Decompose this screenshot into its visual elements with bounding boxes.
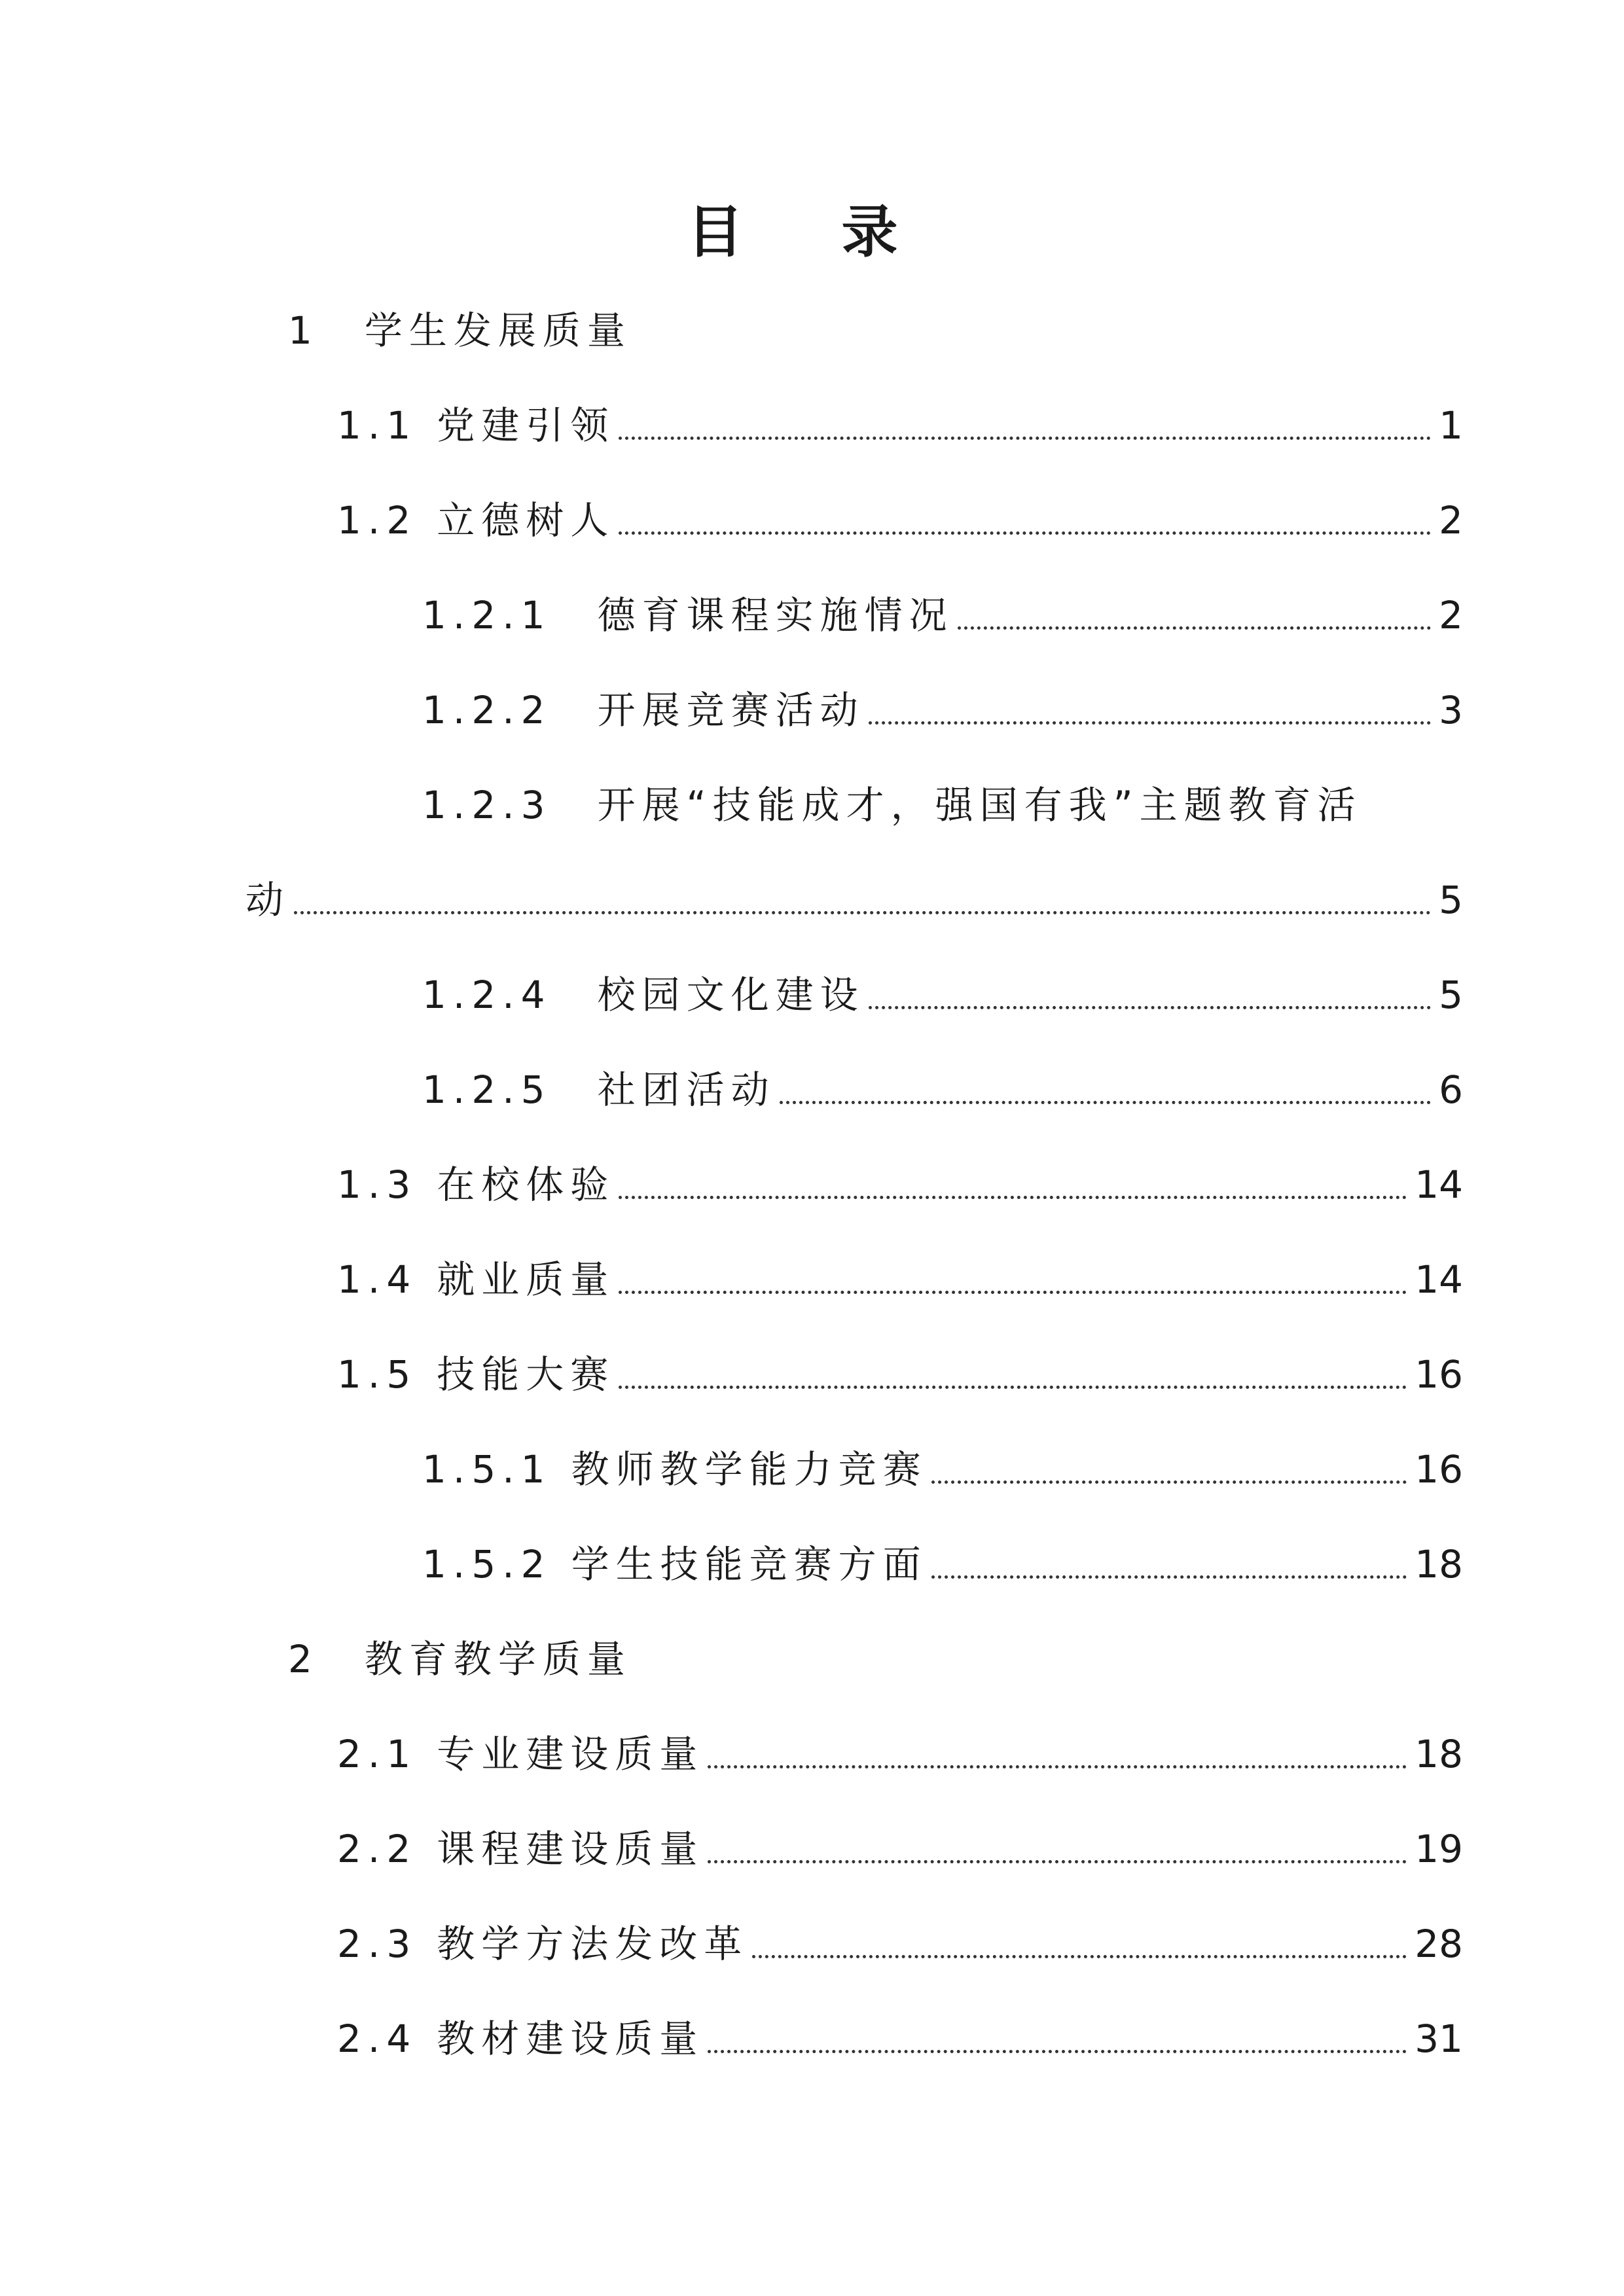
toc-dot-leader (619, 531, 1431, 535)
toc-entry-1-5[interactable] (337, 1348, 1463, 1401)
toc-text: 技能大赛 (437, 1352, 615, 1397)
toc-number: 1.3 (337, 1162, 418, 1207)
toc-dot-leader (619, 437, 1431, 440)
toc-page-number: 2 (1439, 593, 1463, 637)
toc-dot-leader (752, 1955, 1407, 1958)
toc-page-number: 31 (1415, 2017, 1463, 2061)
toc-number: 1 (288, 308, 319, 353)
toc-heading-1[interactable] (288, 304, 632, 357)
toc-text: 开展“技能成才，强国有我”主题教育活 (597, 783, 1362, 827)
toc-dot-leader (931, 1575, 1407, 1579)
toc-number: 1.4 (337, 1257, 418, 1302)
toc-page-number: 5 (1439, 973, 1463, 1017)
toc-text: 教育教学质量 (364, 1637, 632, 1681)
toc-page-number: 19 (1415, 1827, 1463, 1871)
toc-number: 2.3 (337, 1922, 418, 1966)
toc-heading-2[interactable] (288, 1633, 632, 1685)
toc-number: 1.2.1 (422, 593, 552, 637)
toc-entry-1-4[interactable] (337, 1253, 1463, 1306)
toc-text: 教材建设质量 (437, 2017, 704, 2061)
toc-entry-2-1[interactable] (337, 1728, 1463, 1780)
toc-page-number: 16 (1415, 1352, 1463, 1397)
toc-number: 1.2.2 (422, 688, 552, 732)
toc-dot-leader (931, 1480, 1407, 1484)
toc-dot-leader (780, 1101, 1432, 1104)
toc-dot-leader (708, 2050, 1407, 2053)
toc-text: 校园文化建设 (597, 973, 865, 1017)
toc-text: 在校体验 (437, 1162, 615, 1207)
toc-dot-leader (619, 1386, 1407, 1389)
toc-page-number: 2 (1439, 498, 1463, 543)
toc-entry-2-2[interactable] (337, 1823, 1463, 1875)
toc-text: 专业建设质量 (437, 1732, 704, 1776)
toc-dot-leader (708, 1765, 1407, 1768)
toc-dot-leader (708, 1860, 1407, 1863)
toc-text: 德育课程实施情况 (597, 593, 954, 637)
toc-text: 就业质量 (437, 1257, 615, 1302)
toc-number: 1.2.4 (422, 973, 552, 1017)
toc-page-number: 1 (1439, 403, 1463, 448)
toc-entry-1-2-3[interactable] (422, 779, 1362, 831)
toc-number: 1.2.3 (422, 783, 552, 827)
toc-entry-2-3[interactable] (337, 1918, 1463, 1970)
toc-dot-leader (619, 1196, 1407, 1199)
toc-entry-1-5-1[interactable] (422, 1443, 1463, 1496)
toc-number: 2.1 (337, 1732, 418, 1776)
toc-text: 立德树人 (437, 498, 615, 543)
toc-text: 教学方法发改革 (437, 1922, 749, 1966)
toc-text: 动 (245, 878, 291, 922)
toc-page-number: 18 (1415, 1732, 1463, 1776)
toc-number: 1.5.2 (422, 1542, 552, 1587)
toc-dot-leader (869, 721, 1432, 725)
toc-page-number: 14 (1415, 1257, 1463, 1302)
toc-dot-leader (869, 1006, 1432, 1009)
toc-entry-1-2-4[interactable] (422, 969, 1463, 1021)
toc-text: 学生发展质量 (364, 308, 632, 353)
toc-entry-1-2-2[interactable] (422, 684, 1463, 736)
toc-page-number: 3 (1439, 688, 1463, 732)
toc-entry-1-2-5[interactable] (422, 1064, 1463, 1116)
toc-number: 1.2.5 (422, 1067, 552, 1112)
toc-page-number: 6 (1439, 1067, 1463, 1112)
toc-number: 1.1 (337, 403, 418, 448)
toc-number: 2 (288, 1637, 319, 1681)
toc-entry-1-1[interactable] (337, 399, 1463, 452)
toc-number: 1.5 (337, 1352, 418, 1397)
toc-text: 课程建设质量 (437, 1827, 704, 1871)
toc-title: 目 录 (687, 200, 937, 265)
toc-dot-leader (619, 1291, 1407, 1294)
toc-text: 教师教学能力竞赛 (571, 1447, 928, 1492)
toc-page-number: 5 (1439, 878, 1463, 922)
toc-page-number: 28 (1415, 1922, 1463, 1966)
toc-text: 开展竞赛活动 (597, 688, 865, 732)
toc-text: 社团活动 (597, 1067, 776, 1112)
toc-entry-1-5-2[interactable] (422, 1538, 1463, 1590)
toc-page-number: 18 (1415, 1542, 1463, 1587)
toc-page-number: 14 (1415, 1162, 1463, 1207)
toc-dot-leader (294, 911, 1431, 914)
toc-dot-leader (958, 626, 1432, 630)
toc-number: 2.4 (337, 2017, 418, 2061)
toc-entry-2-4[interactable] (337, 2013, 1463, 2065)
toc-number: 2.2 (337, 1827, 418, 1871)
toc-entry-1-2-1[interactable] (422, 589, 1463, 641)
toc-text: 学生技能竞赛方面 (571, 1542, 928, 1587)
toc-page-number: 16 (1415, 1447, 1463, 1492)
toc-entry-1-3[interactable] (337, 1158, 1463, 1211)
toc-entry-1-2[interactable] (337, 494, 1463, 547)
toc-text: 党建引领 (437, 403, 615, 448)
toc-number: 1.5.1 (422, 1447, 552, 1492)
toc-number: 1.2 (337, 498, 418, 543)
toc-entry-1-2-3-continued[interactable] (245, 874, 1463, 926)
